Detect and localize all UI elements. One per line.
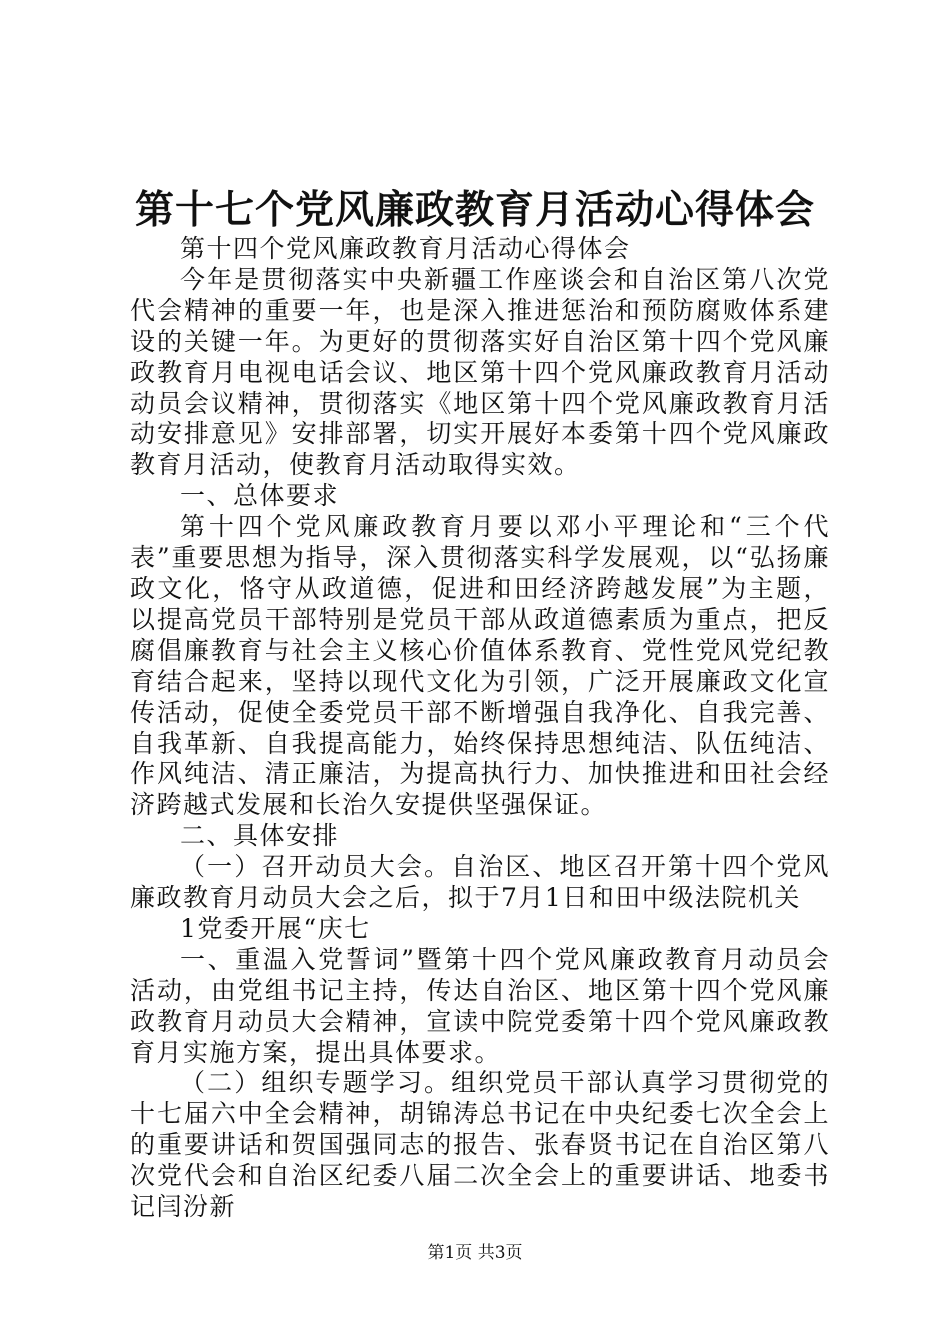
paragraph-intro: 今年是贯彻落实中央新疆工作座谈会和自治区第八次党代会精神的重要一年，也是深入推进惩治和预防腐败体系建设的关键一年。为更好的贯彻落实好自治区第十四个党风廉政教育月电视电话会议、地区第十四个党风廉政教育月活动动员会议精神，贯彻落实《地区第十四个党风廉政教育月活动安排意见》安排部署，切实开展好本委第十四个党风廉政教育月活动，使教育月活动取得实效。	[130, 264, 830, 480]
document-body	[130, 234, 830, 1223]
paragraph-fragment: 1党委开展“庆七	[180, 913, 371, 943]
page-footer: 第1页 共3页	[427, 1243, 523, 1263]
section-heading-overall-requirements: 一、总体要求	[180, 481, 340, 511]
paragraph-overall-requirements: 第十四个党风廉政教育月要以邓小平理论和“三个代表”重要思想为指导，深入贯彻落实科学发展观，以“弘扬廉政文化，恪守从政道德，促进和田经济跨越发展”为主题，以提高党员干部特别是党员干部从政道德素质为重点，把反腐倡廉教育与社会主义核心价值体系教育、党性党风党纪教育结合起来，坚持以现代文化为引领，广泛开展廉政文化宣传活动，促使全委党员干部不断增强自我净化、自我完善、自我革新、自我提高能力，始终保持思想纯洁、队伍纯洁、作风纯洁、清正廉洁，为提高执行力、加快推进和田社会经济跨越式发展和长治久安提供坚强保证。	[130, 512, 830, 820]
paragraph-subtitle: 第十四个党风廉政教育月活动心得体会	[180, 234, 631, 263]
document-title: 第十七个党风廉政教育月活动心得体会	[134, 187, 815, 233]
paragraph-item-2: （二）组织专题学习。组织党员干部认真学习贯彻党的十七届六中全会精神，胡锦涛总书记在中央纪委七次全会上的重要讲话和贺国强同志的报告、张春贤书记在自治区第八次党代会和自治区纪委八届二次全会上的重要讲话、地委书记闫汾新	[130, 1068, 830, 1222]
paragraph-oath-activity: 一、重温入党誓词”暨第十四个党风廉政教育月动员会活动，由党组书记主持，传达自治区、地区第十四个党风廉政教育月动员大会精神，宣读中院党委第十四个党风廉政教育月实施方案，提出具体要求。	[130, 944, 830, 1067]
paragraph-item-1: （一）召开动员大会。自治区、地区召开第十四个党风廉政教育月动员大会之后，拟于7月1日和田中级法院机关	[130, 852, 830, 913]
section-heading-specific-arrangements: 二、具体安排	[180, 821, 340, 851]
